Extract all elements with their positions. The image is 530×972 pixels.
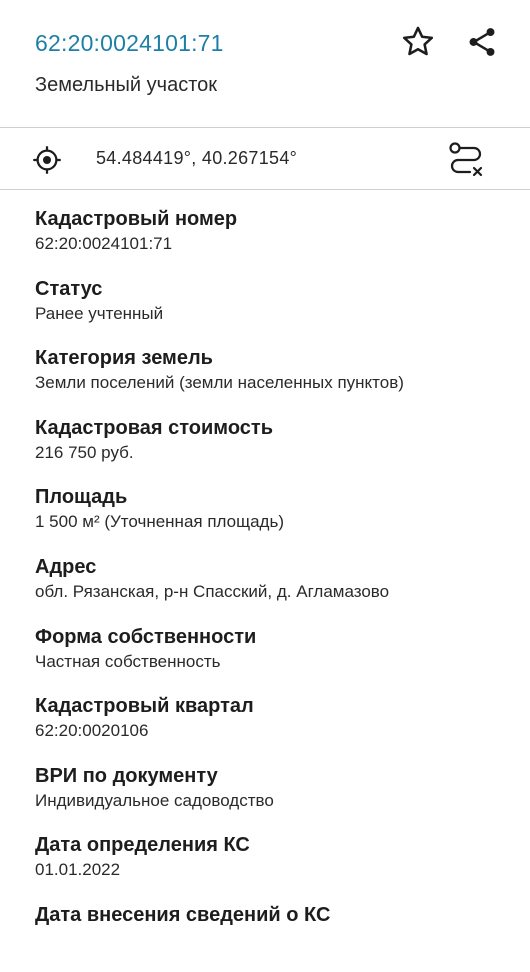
field-label: Адрес bbox=[35, 555, 97, 578]
field-label: Дата определения КС bbox=[35, 834, 250, 857]
field-value: Земли поселений (земли населенных пунктов) bbox=[35, 373, 404, 393]
field-land-category bbox=[35, 345, 505, 415]
route-icon bbox=[446, 141, 486, 179]
field-ownership-form bbox=[35, 624, 505, 694]
field-status bbox=[35, 276, 505, 346]
field-label: ВРИ по документу bbox=[35, 764, 218, 787]
field-value: 1 500 м² (Уточненная площадь) bbox=[35, 512, 284, 532]
field-label: Форма собственности bbox=[35, 625, 257, 648]
field-value: 62:20:0024101:71 bbox=[35, 234, 173, 253]
field-value: 216 750 руб. bbox=[35, 442, 134, 462]
field-label: Кадастровый квартал bbox=[35, 695, 254, 718]
field-label: Кадастровая стоимость bbox=[35, 416, 273, 439]
field-value: Частная собственность bbox=[35, 651, 221, 671]
field-label: Категория земель bbox=[35, 347, 213, 370]
star-outline-icon bbox=[400, 24, 436, 60]
coords-divider bbox=[0, 189, 530, 190]
page-title: 62:20:0024101:71 bbox=[35, 30, 224, 56]
field-value: обл. Рязанская, р-н Спасский, д. Агламазово bbox=[35, 581, 390, 601]
field-value: Ранее учтенный bbox=[35, 303, 164, 323]
header bbox=[0, 0, 530, 128]
field-cadastral-quarter bbox=[35, 693, 505, 763]
field-permitted-use bbox=[35, 763, 505, 833]
header-divider bbox=[0, 127, 530, 128]
locate-button[interactable] bbox=[32, 145, 62, 175]
field-value: Индивидуальное садоводство bbox=[35, 790, 274, 810]
share-button[interactable] bbox=[462, 22, 502, 62]
field-cadastral-value bbox=[35, 415, 505, 485]
field-address bbox=[35, 554, 505, 624]
field-label: Статус bbox=[35, 277, 103, 300]
field-valuation-date bbox=[35, 832, 505, 902]
field-label: Площадь bbox=[35, 486, 128, 509]
field-cadastral-number bbox=[35, 206, 505, 276]
favorite-button[interactable] bbox=[398, 22, 438, 62]
header-actions bbox=[398, 22, 502, 62]
field-value: 62:20:0020106 bbox=[35, 721, 149, 741]
field-value: 01.01.2022 bbox=[35, 860, 121, 880]
field-label: Кадастровый номер bbox=[35, 208, 238, 230]
properties-list bbox=[35, 206, 505, 972]
object-type: Земельный участок bbox=[35, 74, 218, 96]
target-icon bbox=[32, 145, 62, 175]
share-icon bbox=[465, 25, 499, 59]
field-valuation-entry-date bbox=[35, 902, 505, 972]
route-button[interactable] bbox=[446, 141, 486, 179]
field-label: Дата внесения сведений о КС bbox=[35, 903, 331, 926]
coordinates-bar bbox=[0, 129, 530, 189]
coordinates-text[interactable]: 54.484419°, 40.267154° bbox=[96, 148, 298, 168]
field-area bbox=[35, 484, 505, 554]
